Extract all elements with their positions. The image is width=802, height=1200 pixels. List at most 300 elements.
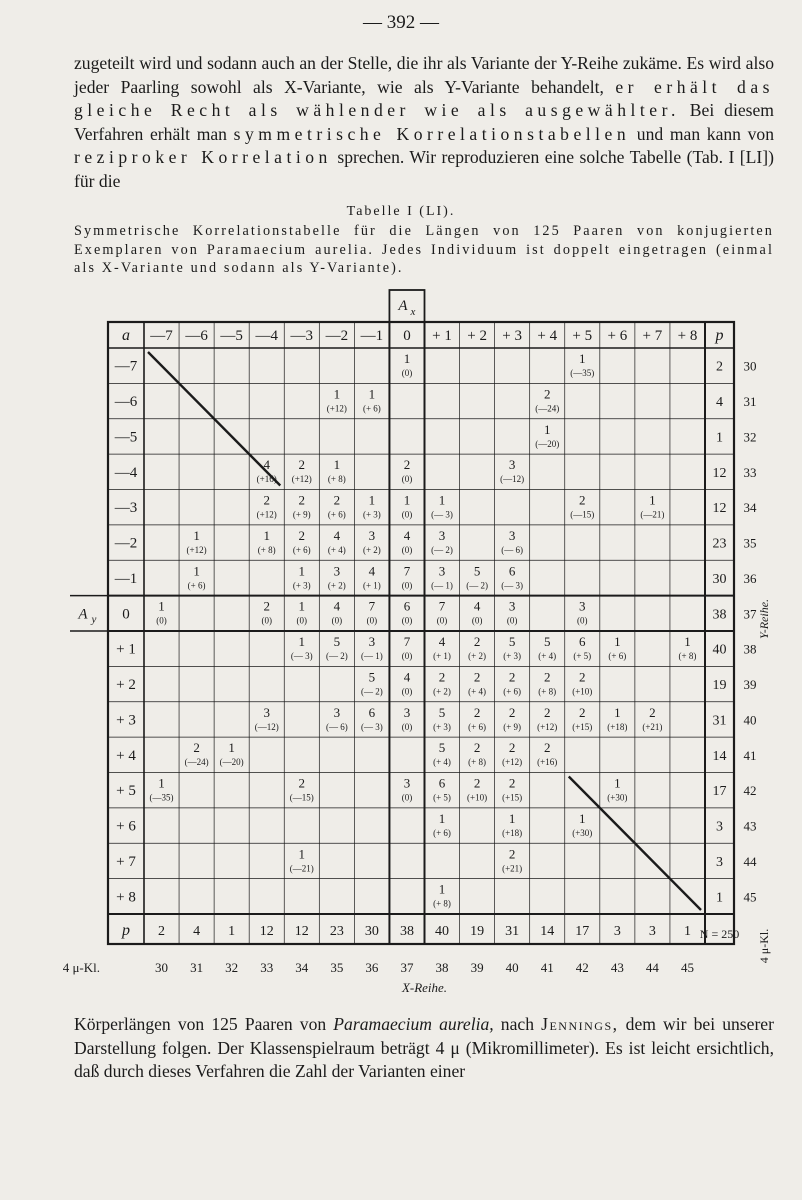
column-total: 12 — [259, 924, 274, 939]
cell-deviation: (— 2) — [361, 686, 383, 697]
cell-count: 2 — [543, 669, 551, 685]
row-total: 17 — [712, 784, 727, 800]
cell-count: 2 — [263, 598, 270, 614]
cell-deviation: (— 2) — [325, 651, 348, 661]
cell-deviation: (0) — [401, 368, 413, 378]
cell-deviation: (+ 3) — [433, 721, 451, 732]
spaced-text: reziproker Korrelation — [74, 147, 332, 167]
cell-count: 3 — [333, 704, 341, 720]
cell-deviation: (—20) — [219, 757, 244, 768]
cell-deviation: (—20) — [535, 438, 560, 449]
cell-count: 2 — [508, 669, 516, 685]
cell-deviation: (+ 2) — [362, 544, 381, 555]
cell-count: 1 — [193, 527, 200, 543]
column-total: 3 — [613, 924, 621, 939]
column-total: 12 — [294, 924, 309, 939]
cell-count: 3 — [438, 527, 446, 543]
cell-count: 2 — [543, 386, 551, 402]
column-header: —3 — [290, 328, 314, 344]
cell-count: 1 — [228, 740, 235, 756]
row-total: 12 — [712, 465, 727, 481]
cell-deviation: (+21) — [642, 721, 663, 732]
x-class-value: 35 — [330, 960, 344, 975]
column-header: 0 — [403, 328, 411, 344]
cell-count: 1 — [298, 563, 306, 579]
y-class-value: 35 — [743, 535, 757, 551]
cell-count: 3 — [579, 598, 586, 614]
cell-count: 3 — [368, 527, 376, 543]
cell-deviation: (+ 9) — [503, 721, 522, 732]
cell-deviation: (+ 2) — [433, 686, 451, 697]
cell-deviation: (+15) — [502, 792, 523, 803]
cell-deviation: (0) — [261, 615, 272, 626]
cell-deviation: (— 3) — [501, 580, 524, 591]
cell-count: 2 — [298, 527, 306, 543]
column-total: 14 — [540, 924, 555, 939]
cell-count: 1 — [403, 351, 411, 366]
column-header: + 7 — [642, 328, 663, 344]
table-frame — [108, 322, 734, 944]
column-header: + 3 — [502, 328, 523, 344]
cell-count: 4 — [403, 527, 411, 543]
text-run: sprechen. Wir reproduzieren eine solche Tabelle (Tab. I [LI]) für die — [74, 147, 774, 191]
cell-count: 1 — [508, 810, 516, 826]
cell-count: 6 — [438, 775, 446, 791]
cell-deviation: (+ 1) — [362, 580, 381, 591]
cell-count: 3 — [508, 457, 516, 473]
row-total: 23 — [712, 536, 727, 552]
cell-count: 6 — [368, 704, 376, 720]
cell-deviation: (+ 6) — [608, 651, 627, 661]
row-total: 38 — [712, 607, 727, 623]
cell-count: 2 — [403, 457, 411, 473]
cell-deviation: (+16) — [537, 757, 558, 768]
cell-count: 7 — [403, 563, 411, 579]
cell-count: 5 — [438, 704, 446, 720]
cell-count: 2 — [298, 457, 306, 473]
cell-count: 2 — [298, 492, 306, 508]
cell-count: 2 — [473, 775, 481, 791]
x-series-label: X-Reihe. — [401, 980, 448, 995]
x-class-value: 30 — [155, 960, 169, 975]
cell-deviation: (+ 6) — [468, 721, 487, 732]
cell-deviation: (0) — [296, 615, 308, 626]
row-header: + 6 — [116, 818, 136, 835]
column-total: 30 — [364, 924, 379, 939]
column-header: —7 — [150, 328, 173, 344]
cell-count: 5 — [438, 740, 446, 756]
page-number: — 392 — — [363, 12, 439, 33]
y-class-value: 39 — [743, 677, 757, 693]
ax-subscript: x — [410, 306, 416, 318]
cell-count: 1 — [368, 492, 376, 508]
column-total: 38 — [399, 924, 414, 939]
cell-deviation: (0) — [471, 615, 483, 626]
cell-deviation: (+ 6) — [292, 544, 311, 555]
cell-count: 2 — [543, 740, 551, 756]
cell-deviation: (—15) — [570, 509, 595, 520]
row-header: —4 — [114, 464, 138, 481]
cell-count: 1 — [614, 634, 621, 649]
cell-count: 7 — [438, 598, 446, 614]
y-series-label: Y-Reihe. — [757, 598, 771, 640]
cell-count: 6 — [579, 634, 586, 649]
row-header: —2 — [114, 535, 138, 552]
cell-count: 1 — [438, 810, 446, 826]
y-class-value: 30 — [743, 358, 757, 374]
cell-count: 7 — [368, 598, 376, 614]
cell-count: 5 — [473, 563, 481, 579]
ax-label: A — [398, 298, 408, 314]
cell-count: 2 — [473, 669, 481, 685]
cell-deviation: (+ 5) — [573, 651, 592, 661]
cell-deviation: (—15) — [289, 792, 314, 803]
cell-count: 2 — [438, 669, 446, 685]
y-class-value: 38 — [743, 641, 757, 657]
row-total: 30 — [712, 571, 727, 587]
cell-count: 4 — [368, 563, 376, 579]
row-total: 3 — [716, 854, 723, 870]
cell-count: 2 — [579, 704, 586, 720]
x-class-value: 39 — [470, 960, 484, 975]
cell-deviation: (0) — [401, 615, 413, 626]
y-class-value: 31 — [743, 394, 757, 410]
text-run: und man kann von — [636, 123, 775, 144]
column-header: + 8 — [677, 328, 698, 344]
x-class-value: 43 — [610, 960, 624, 975]
cell-deviation: (—35) — [149, 792, 174, 803]
cell-count: 1 — [684, 634, 691, 649]
cell-deviation: (+ 6) — [362, 403, 381, 414]
cell-deviation: (+ 8) — [327, 474, 346, 485]
row-header: + 3 — [116, 712, 136, 729]
row-header: + 4 — [116, 747, 136, 764]
cell-deviation: (+ 3) — [503, 651, 522, 661]
x-class-label: 4 μ-Kl. — [62, 960, 100, 975]
cell-count: 3 — [508, 527, 516, 543]
cell-deviation: (0) — [401, 580, 413, 591]
cell-count: 7 — [403, 634, 411, 649]
cell-deviation: (—21) — [289, 863, 314, 874]
row-header: + 7 — [116, 853, 136, 870]
column-header: —1 — [360, 328, 384, 344]
cell-deviation: (—21) — [640, 509, 665, 520]
cell-count: 1 — [298, 634, 306, 649]
cell-count: 4 — [333, 527, 341, 543]
row-total: 3 — [716, 819, 723, 835]
cell-deviation: (— 3) — [290, 651, 313, 661]
cell-count: 1 — [614, 704, 621, 720]
y-class-value: 33 — [743, 464, 757, 480]
row-header: + 2 — [116, 677, 136, 694]
cell-deviation: (+ 8) — [468, 757, 487, 768]
text-run: dem wir bei unserer Darstellung folgen. Der Klassenspielraum beträgt 4 μ (Mikromillimeter). Es ist leicht ersichtlich, daß durch dieses Verfahren die Zahl der Varianten einer — [74, 1014, 774, 1081]
cell-count: 3 — [438, 563, 446, 579]
row-header: + 1 — [116, 641, 136, 658]
cell-count: 2 — [473, 740, 481, 756]
cell-deviation: (+ 4) — [327, 544, 346, 555]
cell-deviation: (+ 6) — [187, 580, 206, 591]
row-total: 14 — [712, 748, 727, 764]
cell-count: 1 — [438, 881, 446, 897]
cell-deviation: (+30) — [607, 792, 628, 803]
column-header: + 6 — [607, 328, 628, 344]
cell-deviation: (0) — [156, 615, 167, 626]
cell-count: 1 — [298, 598, 306, 614]
cell-count: 2 — [508, 704, 516, 720]
y-class-value: 45 — [743, 889, 757, 905]
cell-count: 2 — [298, 775, 306, 791]
column-total: 2 — [158, 924, 166, 939]
cell-deviation: (+12) — [291, 474, 312, 485]
cell-deviation: (+ 4) — [538, 651, 557, 661]
cell-deviation: (—12) — [500, 474, 525, 485]
column-total: 1 — [228, 924, 236, 939]
cell-deviation: (0) — [401, 509, 413, 520]
cell-count: 2 — [473, 704, 481, 720]
cell-deviation: (+ 8) — [433, 898, 451, 909]
column-total: 1 — [683, 924, 691, 939]
cell-deviation: (+30) — [572, 827, 593, 838]
cell-count: 2 — [649, 704, 656, 720]
table-title: Tabelle I (LI). — [346, 204, 456, 219]
cell-count: 1 — [403, 492, 411, 508]
column-header: —6 — [185, 328, 208, 344]
column-header: + 1 — [432, 328, 452, 344]
cell-count: 3 — [263, 704, 270, 720]
cell-deviation: (— 1) — [431, 580, 453, 591]
cell-count: 2 — [193, 740, 200, 756]
cell-count: 3 — [508, 598, 516, 614]
column-total: 17 — [575, 924, 590, 939]
x-class-value: 37 — [400, 960, 414, 975]
cell-deviation: (+ 4) — [468, 686, 487, 697]
cell-deviation: (0) — [401, 544, 413, 555]
cell-deviation: (+10) — [572, 686, 593, 697]
cell-deviation: (+12) — [502, 757, 523, 768]
row-header: —1 — [114, 570, 138, 587]
column-total: 23 — [329, 924, 344, 939]
cell-count: 4 — [403, 669, 411, 685]
cell-deviation: (— 6) — [501, 544, 524, 555]
cell-deviation: (—35) — [570, 368, 595, 378]
column-total: 19 — [470, 924, 485, 939]
cell-deviation: (0) — [331, 615, 343, 626]
row-header: + 5 — [116, 783, 136, 800]
row-total: 19 — [712, 678, 727, 694]
y-class-value: 36 — [743, 570, 757, 586]
cell-count: 2 — [579, 669, 586, 685]
cell-count: 5 — [368, 669, 376, 685]
x-class-value: 34 — [295, 960, 309, 975]
y-class-value: 42 — [743, 783, 757, 799]
cell-deviation: (+ 3) — [292, 580, 311, 591]
cell-count: 1 — [649, 492, 656, 508]
cell-count: 2 — [543, 704, 551, 720]
table-caption-text: Symmetrische Korrelationstabelle für die Längen von 125 Paaren von konjugierten Exemplaren von Paramaecium aurelia. Jedes Individuum ist doppelt eingetragen (einmal als X-Variante und sodann als Y-Variante). — [74, 223, 774, 276]
row-total: 2 — [716, 359, 723, 375]
y-class-label: 4 μ-Kl. — [757, 928, 771, 964]
row-header: + 8 — [116, 889, 136, 906]
cell-count: 1 — [579, 351, 586, 366]
cell-count: 1 — [543, 421, 551, 437]
cell-deviation: (0) — [436, 615, 448, 626]
cell-count: 3 — [403, 775, 411, 791]
cell-deviation: (+ 5) — [433, 792, 451, 803]
cell-count: 2 — [508, 740, 516, 756]
cell-deviation: (+ 6) — [327, 509, 346, 520]
cell-count: 2 — [508, 775, 516, 791]
cell-count: 1 — [158, 775, 165, 791]
column-header: + 4 — [537, 328, 558, 344]
cell-deviation: (0) — [401, 792, 413, 803]
ay-label: A — [78, 606, 88, 623]
cell-count: 4 — [473, 598, 481, 614]
x-class-value: 31 — [190, 960, 204, 975]
cell-deviation: (+ 4) — [433, 757, 451, 768]
row-header: —3 — [114, 500, 138, 517]
row-header: 0 — [122, 606, 130, 623]
row-header: —5 — [114, 429, 138, 446]
cell-count: 5 — [333, 634, 341, 649]
cell-deviation: (+12) — [186, 544, 207, 555]
column-total: 40 — [435, 924, 450, 939]
cell-deviation: (+18) — [607, 721, 628, 732]
corner-label: a — [122, 327, 130, 344]
y-class-value: 32 — [743, 429, 757, 445]
cell-deviation: (+ 1) — [433, 651, 451, 661]
cell-deviation: (+21) — [502, 863, 523, 874]
ay-subscript: y — [91, 613, 97, 626]
cell-deviation: (0) — [366, 615, 378, 626]
y-class-value: 43 — [743, 818, 757, 834]
cell-deviation: (0) — [401, 651, 413, 661]
cell-deviation: (+ 8) — [257, 544, 276, 555]
x-class-value: 41 — [540, 960, 554, 975]
spaced-text: er erhält das gleiche Recht als wählender wie als ausgewählter. — [74, 76, 775, 120]
cell-deviation: (—24) — [184, 757, 209, 768]
row-header: —6 — [114, 394, 138, 411]
cell-count: 5 — [543, 634, 551, 649]
cell-count: 1 — [298, 846, 306, 862]
column-total: 3 — [648, 924, 656, 939]
cell-deviation: (+ 8) — [678, 651, 697, 661]
cell-deviation: (— 3) — [361, 721, 383, 732]
column-header: + 2 — [467, 328, 487, 344]
x-class-value: 42 — [575, 960, 589, 975]
cell-deviation: (+12) — [256, 509, 277, 520]
y-class-value: 41 — [743, 747, 757, 763]
cell-count: 1 — [333, 457, 341, 473]
species-name: Paramaecium aurelia, — [333, 1014, 494, 1034]
cell-count: 4 — [438, 634, 446, 649]
cell-count: 2 — [333, 492, 341, 508]
p-header: p — [715, 327, 724, 344]
text-run: zugeteilt wird und sodann auch an der Stelle, die ihr als Variante der Y-Reihe zukäme. Es wird also jeder Paarling sowohl als X-Variante, wie als Y-Variante behandelt, — [74, 53, 774, 97]
cell-deviation: (0) — [506, 615, 518, 626]
n-total: N = 250 — [699, 927, 740, 941]
x-class-value: 36 — [365, 960, 379, 975]
row-total: 1 — [716, 430, 723, 446]
cell-count: 1 — [158, 598, 165, 614]
y-class-value: 40 — [743, 712, 757, 728]
cell-deviation: (+ 6) — [503, 686, 522, 697]
cell-deviation: (0) — [401, 474, 413, 485]
row-header: —7 — [114, 358, 138, 375]
cell-deviation: (—12) — [254, 721, 279, 732]
cell-deviation: (— 6) — [325, 721, 348, 732]
cell-deviation: (+12) — [326, 403, 347, 414]
column-header: + 5 — [572, 328, 593, 344]
cell-count: 4 — [263, 457, 270, 473]
cell-deviation: (0) — [401, 721, 413, 732]
cell-count: 1 — [193, 563, 200, 579]
text-run: Bei diesem Verfahren erhält man — [74, 100, 774, 144]
cell-deviation: (0) — [577, 615, 588, 626]
cell-count: 4 — [333, 598, 341, 614]
cell-count: 1 — [263, 527, 270, 543]
cell-deviation: (+18) — [502, 827, 523, 838]
cell-count: 1 — [579, 810, 586, 826]
cell-deviation: (—24) — [535, 403, 560, 414]
column-total: 31 — [505, 924, 520, 939]
x-class-value: 40 — [505, 960, 519, 975]
x-class-value: 33 — [260, 960, 274, 975]
row-total: 12 — [712, 501, 727, 517]
cell-count: 6 — [508, 563, 516, 579]
text-run: nach — [500, 1014, 534, 1034]
cell-deviation: (+15) — [572, 721, 593, 732]
cell-deviation: (+ 9) — [292, 509, 311, 520]
cell-count: 1 — [333, 386, 341, 402]
row-total: 1 — [716, 890, 723, 906]
column-total: 4 — [193, 924, 201, 939]
row-total: 40 — [712, 642, 727, 658]
cell-count: 1 — [614, 775, 621, 791]
row-total: 31 — [712, 713, 727, 729]
p-footer: p — [122, 922, 130, 939]
y-class-value: 44 — [743, 853, 757, 869]
column-header: —4 — [255, 328, 278, 344]
cell-deviation: (+10) — [467, 792, 488, 803]
x-class-value: 38 — [435, 960, 449, 975]
bottom-paragraph — [74, 1013, 774, 1084]
cell-deviation: (+ 8) — [538, 686, 557, 697]
y-class-value: 37 — [743, 606, 757, 622]
cell-count: 2 — [473, 634, 481, 649]
cell-count: 5 — [508, 634, 516, 649]
x-class-value: 32 — [225, 960, 239, 975]
spaced-text: symmetrische Korrelationstabellen — [233, 123, 631, 144]
cell-deviation: (+ 2) — [468, 651, 487, 661]
row-total: 4 — [716, 395, 723, 411]
cell-count: 2 — [263, 492, 270, 508]
cell-count: 6 — [403, 598, 411, 614]
column-header: —5 — [220, 328, 243, 344]
column-header: —2 — [325, 328, 349, 344]
text-run: Körperlängen von 125 Paaren von — [74, 1014, 327, 1034]
cell-deviation: (— 2) — [431, 544, 453, 555]
cell-deviation: (— 3) — [431, 509, 453, 520]
cell-deviation: (— 2) — [466, 580, 488, 591]
author-name: Jennings, — [541, 1014, 619, 1034]
cell-deviation: (+ 6) — [433, 827, 451, 838]
y-class-value: 34 — [743, 500, 757, 516]
cell-count: 3 — [368, 634, 376, 649]
cell-count: 1 — [368, 386, 376, 402]
cell-count: 2 — [579, 492, 586, 508]
x-class-value: 45 — [680, 960, 694, 975]
